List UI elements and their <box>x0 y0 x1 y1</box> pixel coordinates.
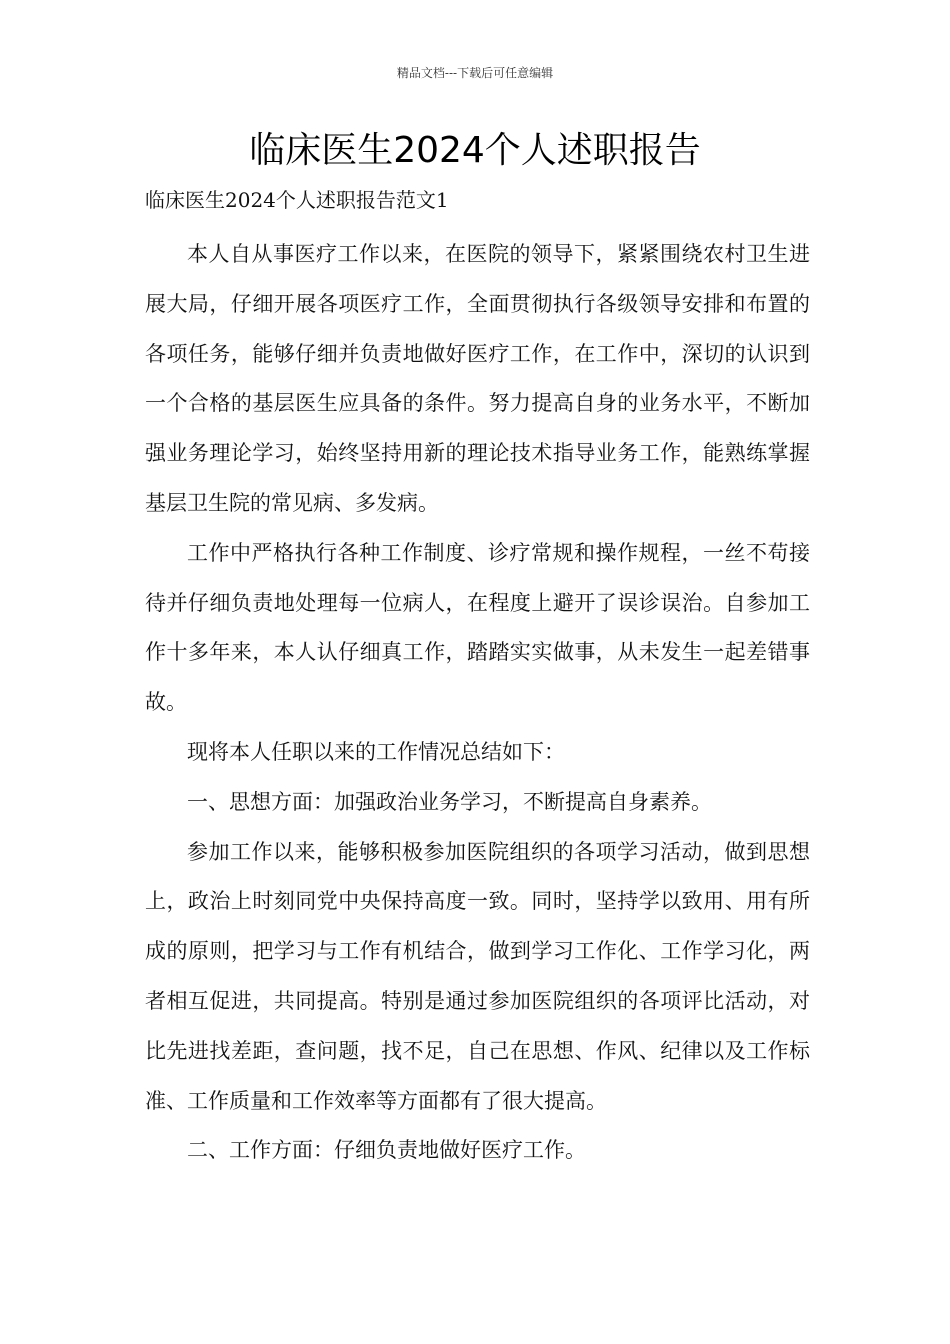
paragraph-summary-lead: 现将本人任职以来的工作情况总结如下： <box>187 739 565 764</box>
document-subtitle: 临床医生2024个人述职报告范文1 <box>145 188 449 212</box>
document-body <box>145 230 810 1176</box>
header-note: 精品文档---下载后可任意编辑 <box>396 66 554 80</box>
section-heading-work: 二、工作方面：仔细负责地做好医疗工作。 <box>187 1138 586 1163</box>
document-title: 临床医生2024个人述职报告 <box>249 130 701 171</box>
section-heading-thought: 一、思想方面：加强政治业务学习，不断提高自身素养。 <box>187 789 712 814</box>
paragraph-intro: 本人自从事医疗工作以来，在医院的领导下，紧紧围绕农村卫生进展大局，仔细开展各项医疗工作，全面贯彻执行各级领导安排和布置的各项任务，能够仔细并负责地做好医疗工作，在工作中，深切的认识到一个合格的基层医生应具备的条件。努力提高自身的业务水平，不断加强业务理论学习，始终坚持用新的理论技术指导业务工作，能熟练掌握基层卫生院的常见病、多发病。 <box>145 242 810 515</box>
paragraph-thought: 参加工作以来，能够积极参加医院组织的各项学习活动，做到思想上，政治上时刻同党中央保持高度一致。同时，坚持学以致用、用有所成的原则，把学习与工作有机结合，做到学习工作化、工作学习化，两者相互促进，共同提高。特别是通过参加医院组织的各项评比活动，对比先进找差距，查问题，找不足，自己在思想、作风、纪律以及工作标准、工作质量和工作效率等方面都有了很大提高。 <box>145 839 810 1113</box>
paragraph-work-discipline: 工作中严格执行各种工作制度、诊疗常规和操作规程，一丝不苟接待并仔细负责地处理每一位病人，在程度上避开了误诊误治。自参加工作十多年来，本人认仔细真工作，踏踏实实做事，从未发生一起差错事故。 <box>145 540 810 715</box>
